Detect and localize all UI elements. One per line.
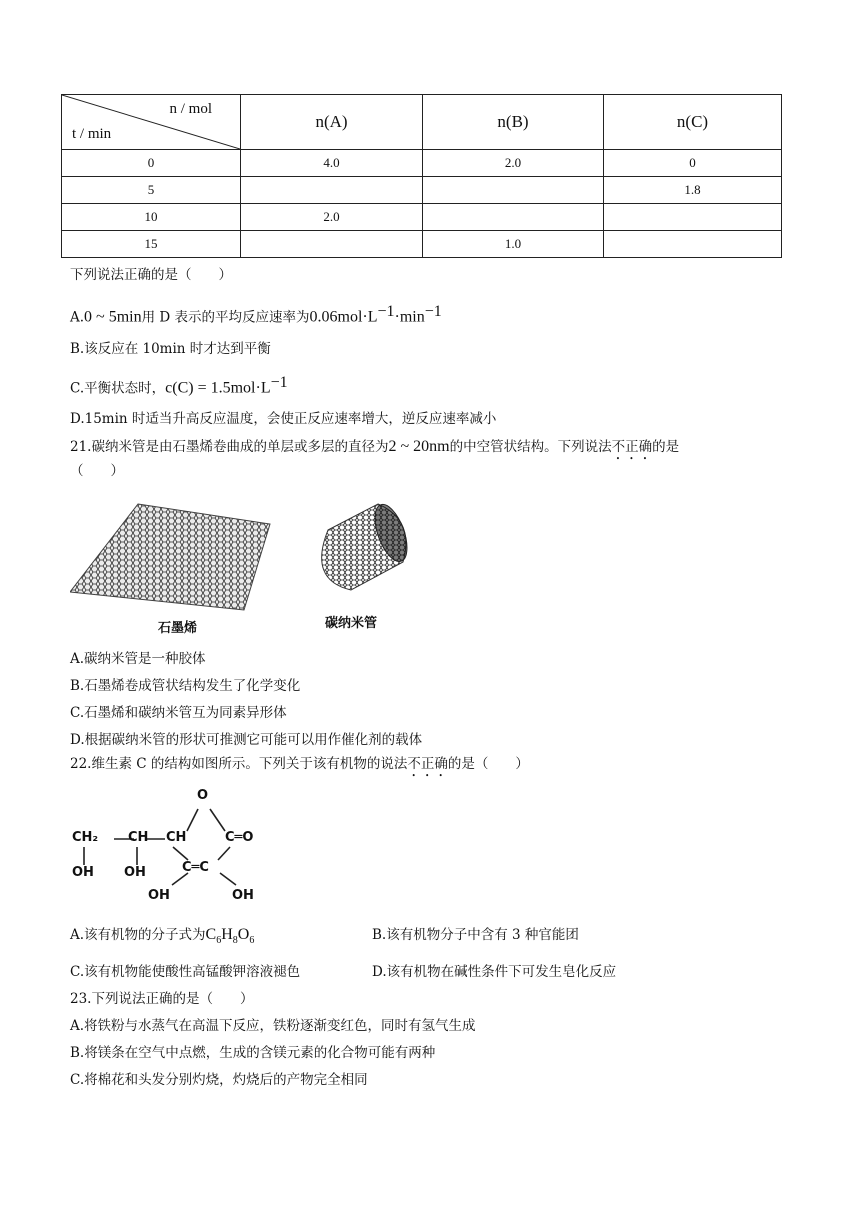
- q21-option-a: A.碳纳米管是一种胶体: [70, 651, 206, 667]
- q20-option-d: D.15min 时适当升高反应温度，会使正反应速率增大，逆反应速率减小: [70, 411, 497, 427]
- q20-stem: 下列说法正确的是（ ）: [70, 267, 232, 283]
- cell-c: 1.8: [604, 177, 782, 204]
- q22-emphasis: 不正确: [407, 756, 448, 772]
- cell-b: [423, 177, 604, 204]
- cell-b: 1.0: [423, 231, 604, 258]
- q20-c-prefix: C.平衡状态时，: [70, 380, 166, 397]
- cell-a: [241, 231, 423, 258]
- carbonyl-group: C═O: [225, 830, 254, 845]
- q22-stem: [70, 755, 529, 780]
- q20-a-value: 0.06mol·L: [309, 308, 378, 326]
- q21-stem-range: 2 ~ 20nm: [388, 438, 450, 455]
- nanotube-caption: 碳纳米管: [325, 616, 378, 631]
- q21-stem: [70, 438, 679, 463]
- table-row: [62, 177, 782, 204]
- table-row: [62, 231, 782, 258]
- graphene-sheet-image: [70, 500, 280, 612]
- q22-option-d: D.该有机物在碱性条件下可发生皂化反应: [372, 964, 617, 980]
- q21-answer-paren: （ ）: [70, 463, 124, 479]
- q22-option-a: [70, 926, 254, 950]
- q20-a-prefix: A.: [70, 309, 85, 326]
- carbon-nanotube-image: [303, 500, 415, 600]
- q21-option-d: D.根据碳纳米管的形状可推测它可能可以用作催化剂的载体: [70, 732, 423, 748]
- cell-a: 4.0: [241, 150, 423, 177]
- structure-bonds: [70, 785, 290, 910]
- hydroxyl-4: OH: [232, 888, 254, 903]
- q21-stem-a: 21.碳纳米管是由石墨烯卷曲成的单层或多层的直径为: [70, 439, 389, 455]
- cell-a: 2.0: [241, 204, 423, 231]
- q21-option-c: C.石墨烯和碳纳米管互为同素异形体: [70, 705, 287, 721]
- cell-c: 0: [604, 150, 782, 177]
- table-row: [62, 150, 782, 177]
- ch-group: CH: [128, 830, 149, 845]
- header-na: n(A): [241, 95, 423, 150]
- corner-n-label: n / mol: [169, 101, 212, 117]
- graphene-caption: 石墨烯: [158, 621, 198, 636]
- table-row: [62, 204, 782, 231]
- q21-option-b: B.石墨烯卷成管状结构发生了化学变化: [70, 678, 301, 694]
- double-bond-group: C═C: [182, 860, 209, 875]
- q23-option-c: C.将棉花和头发分别灼烧，灼烧后的产物完全相同: [70, 1072, 368, 1088]
- cell-t: 0: [62, 150, 241, 177]
- cell-c: [604, 204, 782, 231]
- hydroxyl-2: OH: [124, 865, 146, 880]
- cell-a: [241, 177, 423, 204]
- ring-oxygen: O: [197, 788, 209, 803]
- q22-option-c: C.该有机物能使酸性高锰酸钾溶液褪色: [70, 964, 301, 980]
- corner-t-label: t / min: [72, 126, 112, 142]
- q23-option-a: A.将铁粉与水蒸气在高温下反应，铁粉逐渐变红色，同时有氢气生成: [70, 1018, 476, 1034]
- corner-header-cell: [62, 95, 241, 150]
- ch-ring-group: CH: [166, 830, 187, 845]
- q22-stem-a: 22.维生素 C 的结构如图所示。下列关于该有机物的说法: [70, 756, 408, 772]
- q22-stem-b: 的是（ ）: [447, 756, 529, 772]
- cell-b: [423, 204, 604, 231]
- cell-b: 2.0: [423, 150, 604, 177]
- q21-stem-b: 的中空管状结构。下列说法: [449, 439, 612, 455]
- ch2-group: CH₂: [72, 830, 99, 845]
- q22-formula: $C_6H_8O_6$: [205, 926, 255, 947]
- q20-option-b: B.该反应在 10min 时才达到平衡: [70, 341, 271, 357]
- q21-emphasis: 不正确: [611, 439, 653, 455]
- q20-a-range: 0 ~ 5min: [84, 308, 142, 326]
- header-nc: n(C): [604, 95, 782, 150]
- header-nb: n(B): [423, 95, 604, 150]
- data-table: [61, 94, 782, 258]
- q21-stem-c: 的是: [652, 439, 680, 455]
- hydroxyl-3: OH: [148, 888, 170, 903]
- q23-option-b: B.将镁条在空气中点燃，生成的含镁元素的化合物可能有两种: [70, 1045, 436, 1061]
- cell-t: 15: [62, 231, 241, 258]
- cell-c: [604, 231, 782, 258]
- q20-a-text: 用 D 表示的平均反应速率为: [141, 309, 310, 326]
- q20-option-a: A.0 ~ 5min用 D 表示的平均反应速率为$0.06mol\cdot L^{-1}\cdot\min^{-1}$: [70, 303, 442, 326]
- q23-stem: 23.下列说法正确的是（ ）: [70, 991, 254, 1007]
- q20-c-value: c(C) = 1.5mol·L: [165, 379, 271, 397]
- q22-a-text: A.该有机物的分子式为: [70, 927, 206, 943]
- hydroxyl-1: OH: [72, 865, 94, 880]
- vitamin-c-structure: [70, 785, 290, 910]
- cell-t: 10: [62, 204, 241, 231]
- q20-option-c: C.平衡状态时，$c(C) = 1.5mol\cdot L^{-1}$: [70, 374, 288, 397]
- cell-t: 5: [62, 177, 241, 204]
- q22-option-b: B.该有机物分子中含有 3 种官能团: [372, 927, 579, 943]
